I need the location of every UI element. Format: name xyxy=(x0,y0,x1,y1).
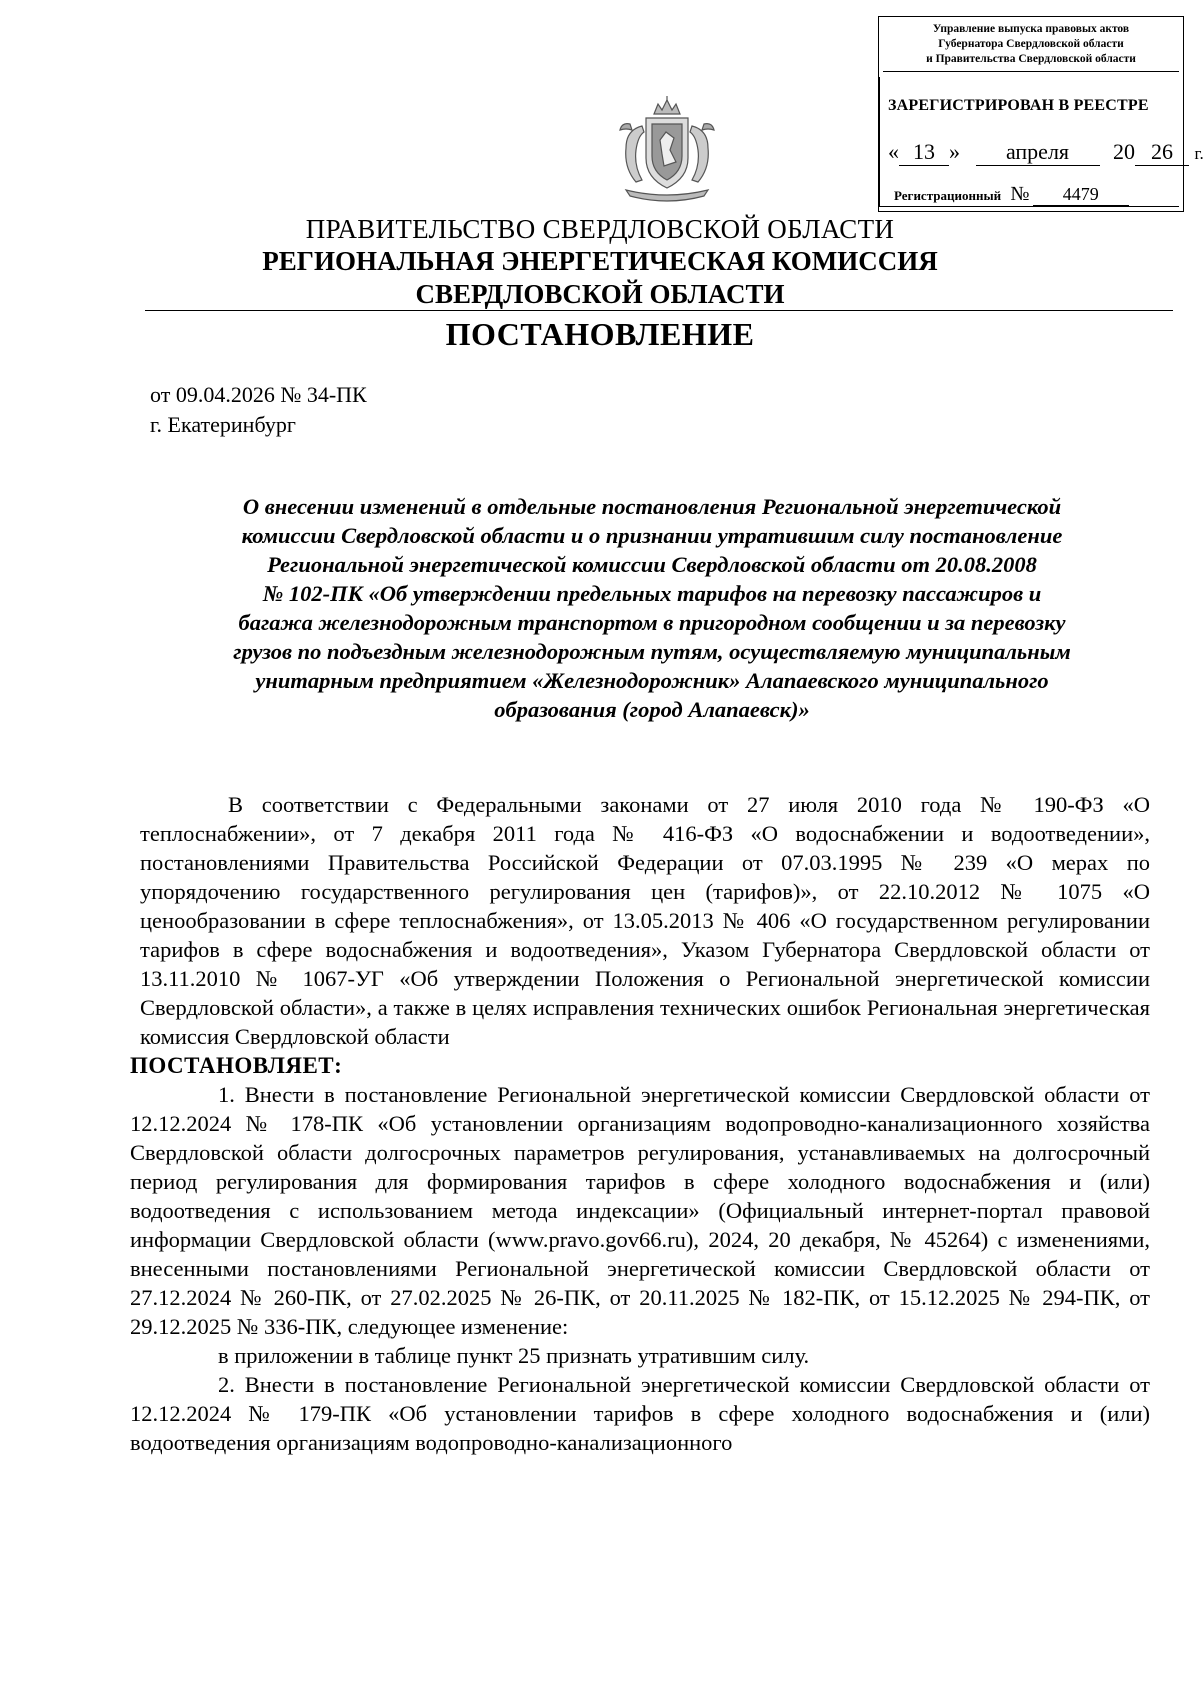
stamp-month: апреля xyxy=(976,139,1100,166)
header-divider xyxy=(145,310,1173,311)
stamp-header-line: Губернатора Свердловской области xyxy=(938,37,1124,50)
stamp-header-line: и Правительства Свердловской области xyxy=(926,52,1136,65)
document-subject xyxy=(152,492,1152,724)
item-1-change: в приложении в таблице пункт 25 признать утратившим силу. xyxy=(218,1343,810,1368)
stamp-reg-number: 4479 xyxy=(1033,184,1129,206)
stamp-date xyxy=(888,139,1204,166)
stamp-year-mark: г. xyxy=(1194,144,1204,163)
stamp-quote-close: » xyxy=(949,139,960,164)
document-type-title: ПОСТАНОВЛЕНИЕ xyxy=(445,316,755,352)
stamp-number-sign: № xyxy=(1010,183,1030,205)
city: г. Екатеринбург xyxy=(150,412,296,437)
item-2-paragraph: 2. Внести в постановление Региональной энергетической комиссии Свердловской области от 12.12.2024 № 179-ПК «Об установлении тарифов в сфере холодного водоснабжения и (или) водоотведения организациям водопроводно-канализационного xyxy=(130,1372,1150,1455)
subject-line: багажа железнодорожным транспортом в пригородном сообщении и за перевозку xyxy=(238,610,1066,635)
stamp-header-line: Управление выпуска правовых актов xyxy=(932,22,1130,35)
stamp-header xyxy=(883,17,1179,72)
stamp-year-suffix: 26 xyxy=(1135,139,1189,166)
stamp-registered-label: ЗАРЕГИСТРИРОВАН В РЕЕСТРЕ xyxy=(888,97,1149,114)
preamble-paragraph: В соответствии с Федеральными законами от 27 июля 2010 года № 190-ФЗ «О теплоснабжении», от 7 декабря 2011 года № 416-ФЗ «О водоснабжении и водоотведении», постановлениями Правительства Российской Федерации от 07.03.1995 № 239 «О мерах по упорядочению государственного регулирования цен (тарифов)», от 22.10.2012 № 1075 «О ценообразовании в сфере теплоснабжения», от 13.05.2013 № 406 «О государственном регулировании тарифов в сфере водоснабжения и водоотведения», Указом Губернатора Свердловской области от 13.11.2010 № 1067-УГ «Об утверждении Положения о Региональной энергетической комиссии Свердловской области», а также в целях исправления технических ошибок Региональная энергетическая комиссия Свердловской области xyxy=(140,792,1150,1049)
date-number: от 09.04.2026 № 34-ПК xyxy=(150,382,367,407)
item-1-paragraph: 1. Внести в постановление Региональной энергетической комиссии Свердловской области от 12.12.2024 № 178-ПК «Об установлении организациям водопроводно-канализационного хозяйства Свердловской области долгосрочных параметров регулирования, устанавливаемых на долгосрочный период регулирования для формирования тарифов в сфере холодного водоснабжения и (или) водоотведения с использованием метода индексации» (Официальный интернет-портал правовой информации Свердловской области (www.pravo.gov66.ru), 2024, 20 декабря, № 45264) с изменениями, внесенными постановлениями Региональной энергетической комиссии Свердловской области от 27.12.2024 № 260-ПК, от 27.02.2025 № 26-ПК, от 20.11.2025 № 182-ПК, от 15.12.2025 № 294-ПК, от 29.12.2025 № 336-ПК, следующее изменение: xyxy=(130,1082,1150,1339)
document-meta xyxy=(150,380,367,440)
resolve-heading: ПОСТАНОВЛЯЕТ: xyxy=(130,1053,343,1078)
subject-line: № 102-ПК «Об утверждении предельных тарифов на перевозку пассажиров и xyxy=(262,581,1042,606)
stamp-year-prefix: 20 xyxy=(1113,139,1135,164)
registration-stamp xyxy=(878,16,1204,212)
subject-line: комиссии Свердловской области и о признании утратившим силу постановление xyxy=(241,523,1063,548)
subject-line: Региональной энергетической комиссии Свердловской области от 20.08.2008 xyxy=(267,552,1037,577)
commission-title xyxy=(0,245,1200,311)
stamp-reg-number-row xyxy=(894,183,1129,206)
coat-of-arms-icon xyxy=(596,96,738,208)
subject-line: образования (город Алапаевск)» xyxy=(494,697,810,722)
document-body xyxy=(130,790,1150,1457)
government-title: ПРАВИТЕЛЬСТВО СВЕРДЛОВСКОЙ ОБЛАСТИ xyxy=(305,214,895,244)
stamp-body xyxy=(879,77,1204,207)
stamp-reg-label: Регистрационный xyxy=(894,188,1002,203)
subject-line: грузов по подъездным железнодорожным путям, осуществляемую муниципальным xyxy=(233,639,1071,664)
commission-title-line: РЕГИОНАЛЬНАЯ ЭНЕРГЕТИЧЕСКАЯ КОМИССИЯ xyxy=(262,246,938,276)
stamp-quote-open: « xyxy=(888,139,899,164)
stamp-day: 13 xyxy=(899,139,949,166)
subject-line: О внесении изменений в отдельные постановления Региональной энергетической xyxy=(242,494,1062,519)
subject-line: унитарным предприятием «Железнодорожник» Алапаевского муниципального xyxy=(255,668,1049,693)
commission-title-line: СВЕРДЛОВСКОЙ ОБЛАСТИ xyxy=(415,279,785,309)
